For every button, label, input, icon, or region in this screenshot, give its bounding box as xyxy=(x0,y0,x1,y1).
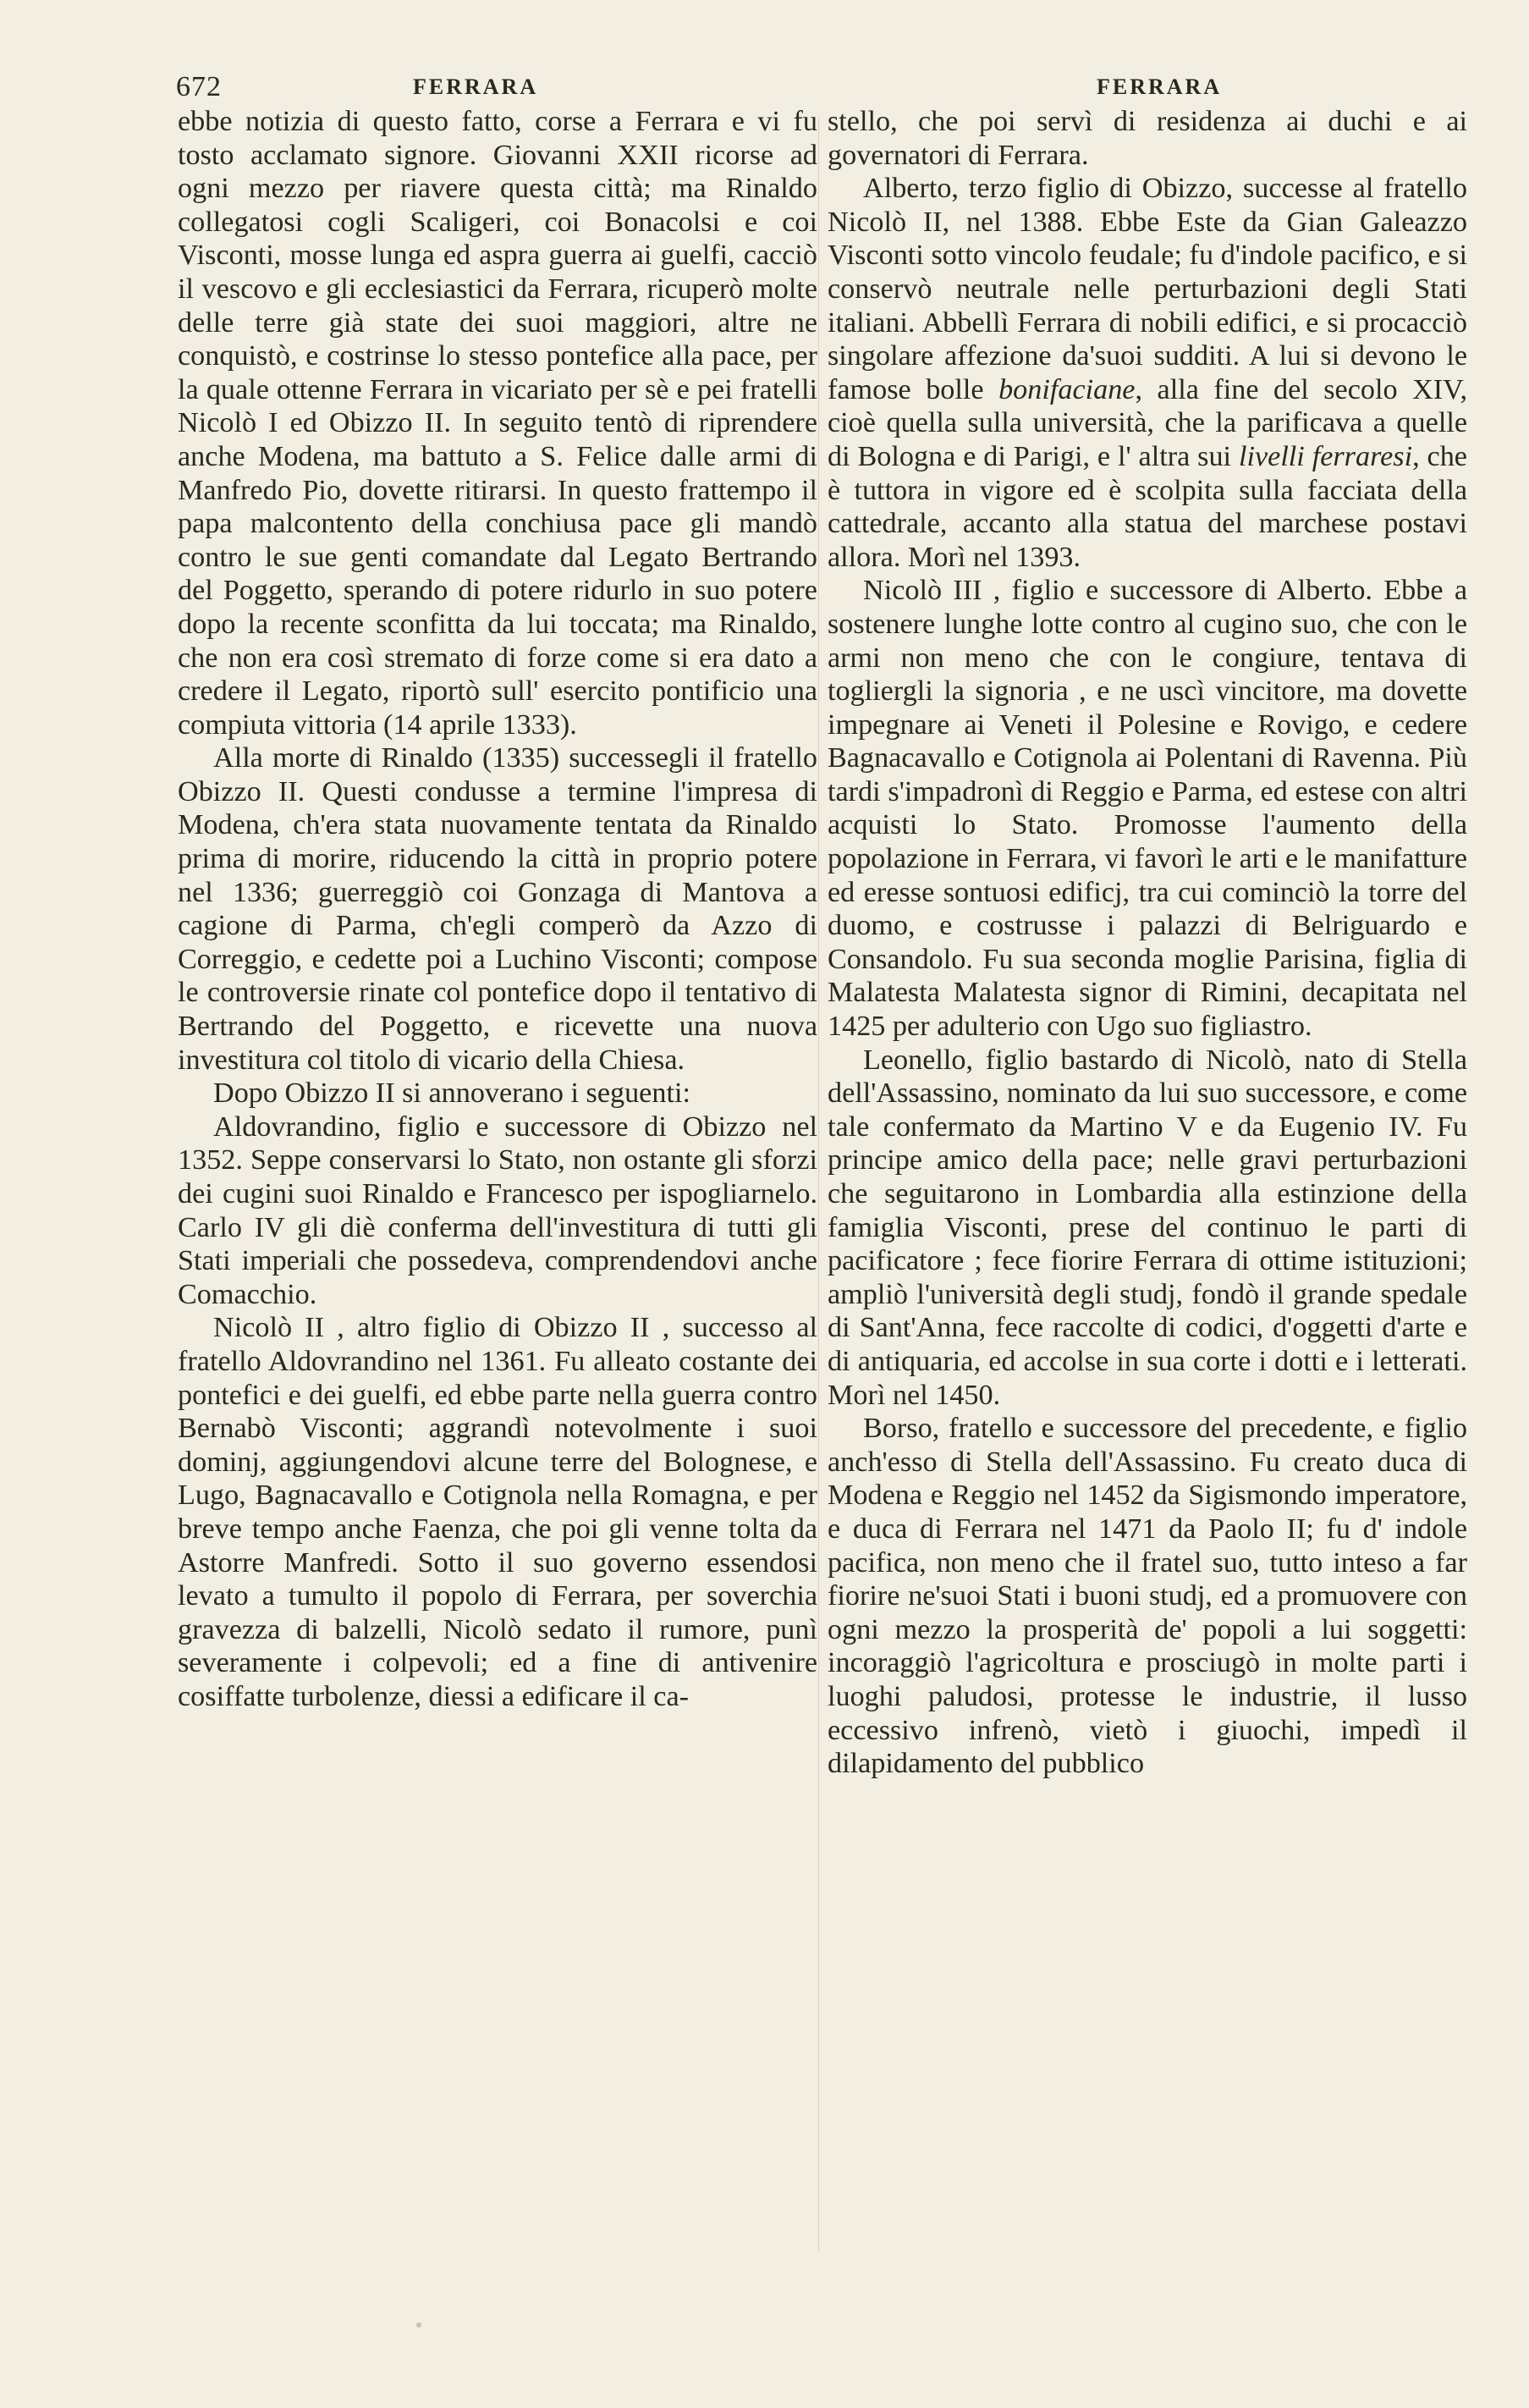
paragraph-leonello: Leonello, figlio bastardo di Nicolò, nato di Stella dell'Assassino, nominato da lui suo successore, e come tale confermato da Martino V e da Eugenio IV. Fu principe amico della pace; nelle gravi perturbazioni che seguitarono in Lombardia alla estinzione della famiglia Visconti, prese del continuo le parti di pacificatore ; fece fiorire Ferrara di ottime istituzioni; ampliò l'università degli studj, fondò il grande spedale di Sant'Anna, fece raccolte di codici, d'oggetti d'arte e di antiquaria, ed accolse in sua corte i dotti e i letterati. Morì nel 1450. xyxy=(828,1044,1467,1411)
alberto-text-c: , che è tuttora in vigore ed è scolpita sulla facciata della cattedrale, accanto alla statua del marchese postavi allora. Morì nel 1393. xyxy=(828,440,1467,573)
paragraph-rinaldo-continued: ebbe notizia di questo fatto, corse a Ferrara e vi fu tosto acclamato signore. Giovanni XXII ricorse ad ogni mezzo per riavere questa città; ma Rinaldo collegatosi cogli Scaligeri, coi Bonacolsi e coi Visconti, mosse lunga ed aspra guerra ai guelfi, cacciò il vescovo e gli ecclesiastici da Ferrara, ricuperò molte delle terre già state dei suoi maggiori, altre ne conquistò, e costrinse lo stesso pontefice alla pace, per la quale ottenne Ferrara in vicariato per sè e pei fratelli Nicolò I ed Obizzo II. In seguito tentò di riprendere anche Modena, ma battuto a S. Felice dalle armi di Manfredo Pio, dovette ritirarsi. In questo frattempo il papa malcontento della conchiusa pace gli mandò contro le sue genti comandate dal Legato Bertrando del Poggetto, sperando di potere ridurlo in suo potere dopo la recente sconfitta da lui toccata; ma Rinaldo, che non era così stremato di forze come si era dato a credere il Legato, riportò sull' esercito pontificio una compiuta vittoria (14 aprile 1333). xyxy=(178,106,817,741)
paragraph-nicolo-iii: Nicolò III , figlio e successore di Alberto. Ebbe a sostenere lunghe lotte contro al cugino suo, che con le armi non meno che con le congiure, tentava di togliergli la signoria , e ne uscì vincitore, ma dovette impegnare ai Veneti il Polesine e Rovigo, e cedere Bagnacavallo e Cotignola ai Polentani di Ravenna. Più tardi s'impadronì di Reggio e Parma, ed estese con altri acquisti lo Stato. Promosse l'aumento della popolazione in Ferrara, vi favorì le arti e le manifatture ed eresse sontuosi edificj, tra cui cominciò la torre del duomo, e costrusse i palazzi di Belriguardo e Consandolo. Fu sua seconda moglie Parisina, figlia di Malatesta Malatesta signor di Rimini, decapitata nel 1425 per adulterio con Ugo suo figliastro. xyxy=(828,575,1467,1043)
page-number: 672 xyxy=(176,71,222,102)
paragraph-borso: Borso, fratello e successore del precedente, e figlio anch'esso di Stella dell'Assassino. Fu creato duca di Modena e Reggio nel 1452 da Sigismondo imperatore, e duca di Ferrara nel 1471 da Paolo II; fu d' indole pacifica, non meno che il fratel suo, tutto inteso a far fiorire ne'suoi Stati i buoni studj, ed a promuovere con ogni mezzo la prosperità de' popoli a lui soggetti: incoraggiò l'agricoltura e prosciugò in molte parti i luoghi paludosi, protesse le industrie, il lusso eccessivo infrenò, vietò i giuochi, impedì il dilapidamento del pubblico xyxy=(828,1413,1467,1780)
alberto-text-a: Alberto, terzo figlio di Obizzo, successe al fratello Nicolò II, nel 1388. Ebbe Este da Gian Galeazzo Visconti sotto vincolo feudale; fu d'indole pacifico, e si conservò neutrale nelle perturbazioni degli Stati italiani. Abbellì Ferrara di nobili edifici, e si procacciò singolare affezione da'suoi sudditi. A lui si devono le famose bolle xyxy=(828,173,1467,405)
paragraph-obizzo-ii: Alla morte di Rinaldo (1335) successegli il fratello Obizzo II. Questi condusse a termine l'impresa di Modena, ch'era stata nuovamente tentata da Rinaldo prima di morire, riducendo la città in proprio potere nel 1336; guerreggiò coi Gonzaga di Mantova a cagione di Parma, ch'egli comperò da Azzo di Correggio, e cedette poi a Luchino Visconti; compose le controversie rinate col pontefice dopo il tentativo di Bertrando del Poggetto, e ricevette una nuova investitura col titolo di vicario della Chiesa. xyxy=(178,742,817,1076)
paragraph-nicolo-ii: Nicolò II , altro figlio di Obizzo II , successo al fratello Aldovrandino nel 1361. Fu alleato costante dei pontefici e dei guelfi, ed ebbe parte nella guerra contro Bernabò Visconti; aggrandì notevolmente i suoi dominj, aggiungendovi alcune terre del Bolognese, e Lugo, Bagnacavallo e Cotignola nella Romagna, e per breve tempo anche Faenza, che poi gli venne tolta da Astorre Manfredi. Sotto il suo governo essendosi levato a tumulto il popolo di Ferrara, per soverchia gravezza di balzelli, Nicolò sedato il rumore, punì severamente i colpevoli; ed a fine di antivenire cosiffatte turbolenze, diessi a edificare il ca- xyxy=(178,1312,817,1712)
column-divider xyxy=(818,118,819,2251)
paragraph-aldovrandino: Aldovrandino, figlio e successore di Obizzo nel 1352. Seppe conservarsi lo Stato, non ostante gli sforzi dei cugini suoi Rinaldo e Francesco per ispogliarnelo. Carlo IV gli diè conferma dell'investitura di tutti gli Stati imperiali che possedeva, comprendendovi anche Comacchio. xyxy=(178,1110,817,1310)
alberto-text-b: , alla fine del secolo XIV, cioè quella sulla università, che la parificava a quelle di Bologna e di Parigi, e l' altra sui xyxy=(828,373,1467,472)
paragraph-successors-intro: Dopo Obizzo II si annoverano i seguenti: xyxy=(213,1077,690,1110)
running-head-right: FERRARA xyxy=(1097,74,1223,99)
alberto-italic-bonifaciane: bonifaciane xyxy=(998,373,1136,405)
right-column xyxy=(828,105,1467,1781)
printer-mark xyxy=(416,2323,421,2328)
left-column xyxy=(178,105,817,1714)
paragraph-castle-continued: stello, che poi servì di residenza ai duchi e ai governatori di Ferrara. xyxy=(828,106,1467,171)
alberto-italic-livelli: livelli ferraresi xyxy=(1238,440,1413,472)
running-head-left: FERRARA xyxy=(413,74,539,99)
paragraph-alberto xyxy=(828,172,1467,574)
